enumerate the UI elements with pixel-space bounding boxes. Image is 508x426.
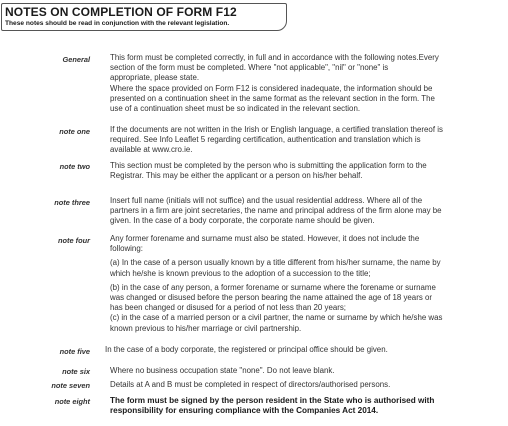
note-line: Where the space provided on Form F12 is considered inadequate, the information should be [110,83,433,93]
note-text-three [110,196,442,227]
note-line: Where no business occupation state "none". Do not leave blank. [110,366,335,375]
note-label-one: note one [59,127,90,136]
note-line: If the documents are not written in the Irish or English language, a certified translation thereof is [110,125,443,134]
note-line: This form must be completed correctly, in full and in accordance with the following notes.Every [110,53,439,62]
note-line: Details at A and B must be completed in respect of directors/authorised persons. [110,380,391,389]
note-text-seven [110,380,390,390]
note-line: appropriate, please state. [110,73,200,83]
note-text-four [110,234,442,334]
note-line: known previous to his/her marriage or civil partnership. [110,323,302,333]
note-line: required. See Info Leaflet 5 regarding certification, authentication and translation which is [110,135,421,145]
note-line: Registrar. This may be either the applicant or a person on his/her behalf. [110,171,363,181]
note-text-general [110,53,439,114]
note-line: responsibility for ensuring compliance with the Companies Act 2014. [110,406,379,416]
note-line: which he/she is known previous to the adoption of a succession to the title; [110,268,371,278]
note-text-six [110,366,335,376]
note-label-eight: note eight [54,397,90,406]
note-line: The form must be signed by the person resident in the State who is authorised with [110,396,435,405]
note-line: This section must be completed by the person who is submitting the application form to the [110,161,427,170]
note-line: use of a continuation sheet must be so indicated in the relevant section. [110,104,361,114]
note-label-five: note five [59,347,90,356]
note-line: (b) in the case of any person, a former forename or surname where the forename or surname [110,282,436,292]
note-line: was changed or disused before the person bearing the name attained the age of 18 years or [110,293,432,303]
note-line: following: [110,244,143,254]
page-title: NOTES ON COMPLETION OF FORM F12 [5,5,237,19]
form-title-box [1,3,287,31]
note-label-general: General [62,55,90,64]
note-line: Any former forename and surname must also be stated. However, it does not include the [110,234,420,243]
note-line: section of the form must be completed. Where "not applicable", "nil" or "none" is [110,63,389,73]
note-line: (c) in the case of a married person or a civil partner, the name or surname by which he/she was [110,313,443,323]
note-label-four: note four [57,236,90,245]
note-text-eight [110,396,434,416]
note-text-five [105,345,388,355]
note-label-two: note two [59,162,90,171]
note-text-two [110,161,427,181]
note-line: presented on a continuation sheet in the same format as the relevant section in the form. The [110,93,435,103]
note-line: Insert full name (initials will not suffice) and the usual residential address. Where all of the [110,196,423,205]
note-line: (a) In the case of a person usually known by a title different from his/her surname, the name by [110,258,441,268]
note-line: available at www.cro.ie. [110,145,193,155]
note-text-one [110,125,443,156]
note-line: partners in a firm are joint secretaries, the name and principal address of the firm alone may be [110,206,442,216]
page-subtitle: These notes should be read in conjunction with the relevant legislation. [5,20,230,27]
note-line: given. In the case of a body corporate, the corporate name should be given. [110,216,375,226]
note-label-six: note six [62,367,90,376]
note-label-seven: note seven [51,381,90,390]
note-line: has been changed or disused for a period of not less than 20 years; [110,303,346,313]
note-line: In the case of a body corporate, the registered or principal office should be given. [105,345,388,354]
note-label-three: note three [54,198,90,207]
